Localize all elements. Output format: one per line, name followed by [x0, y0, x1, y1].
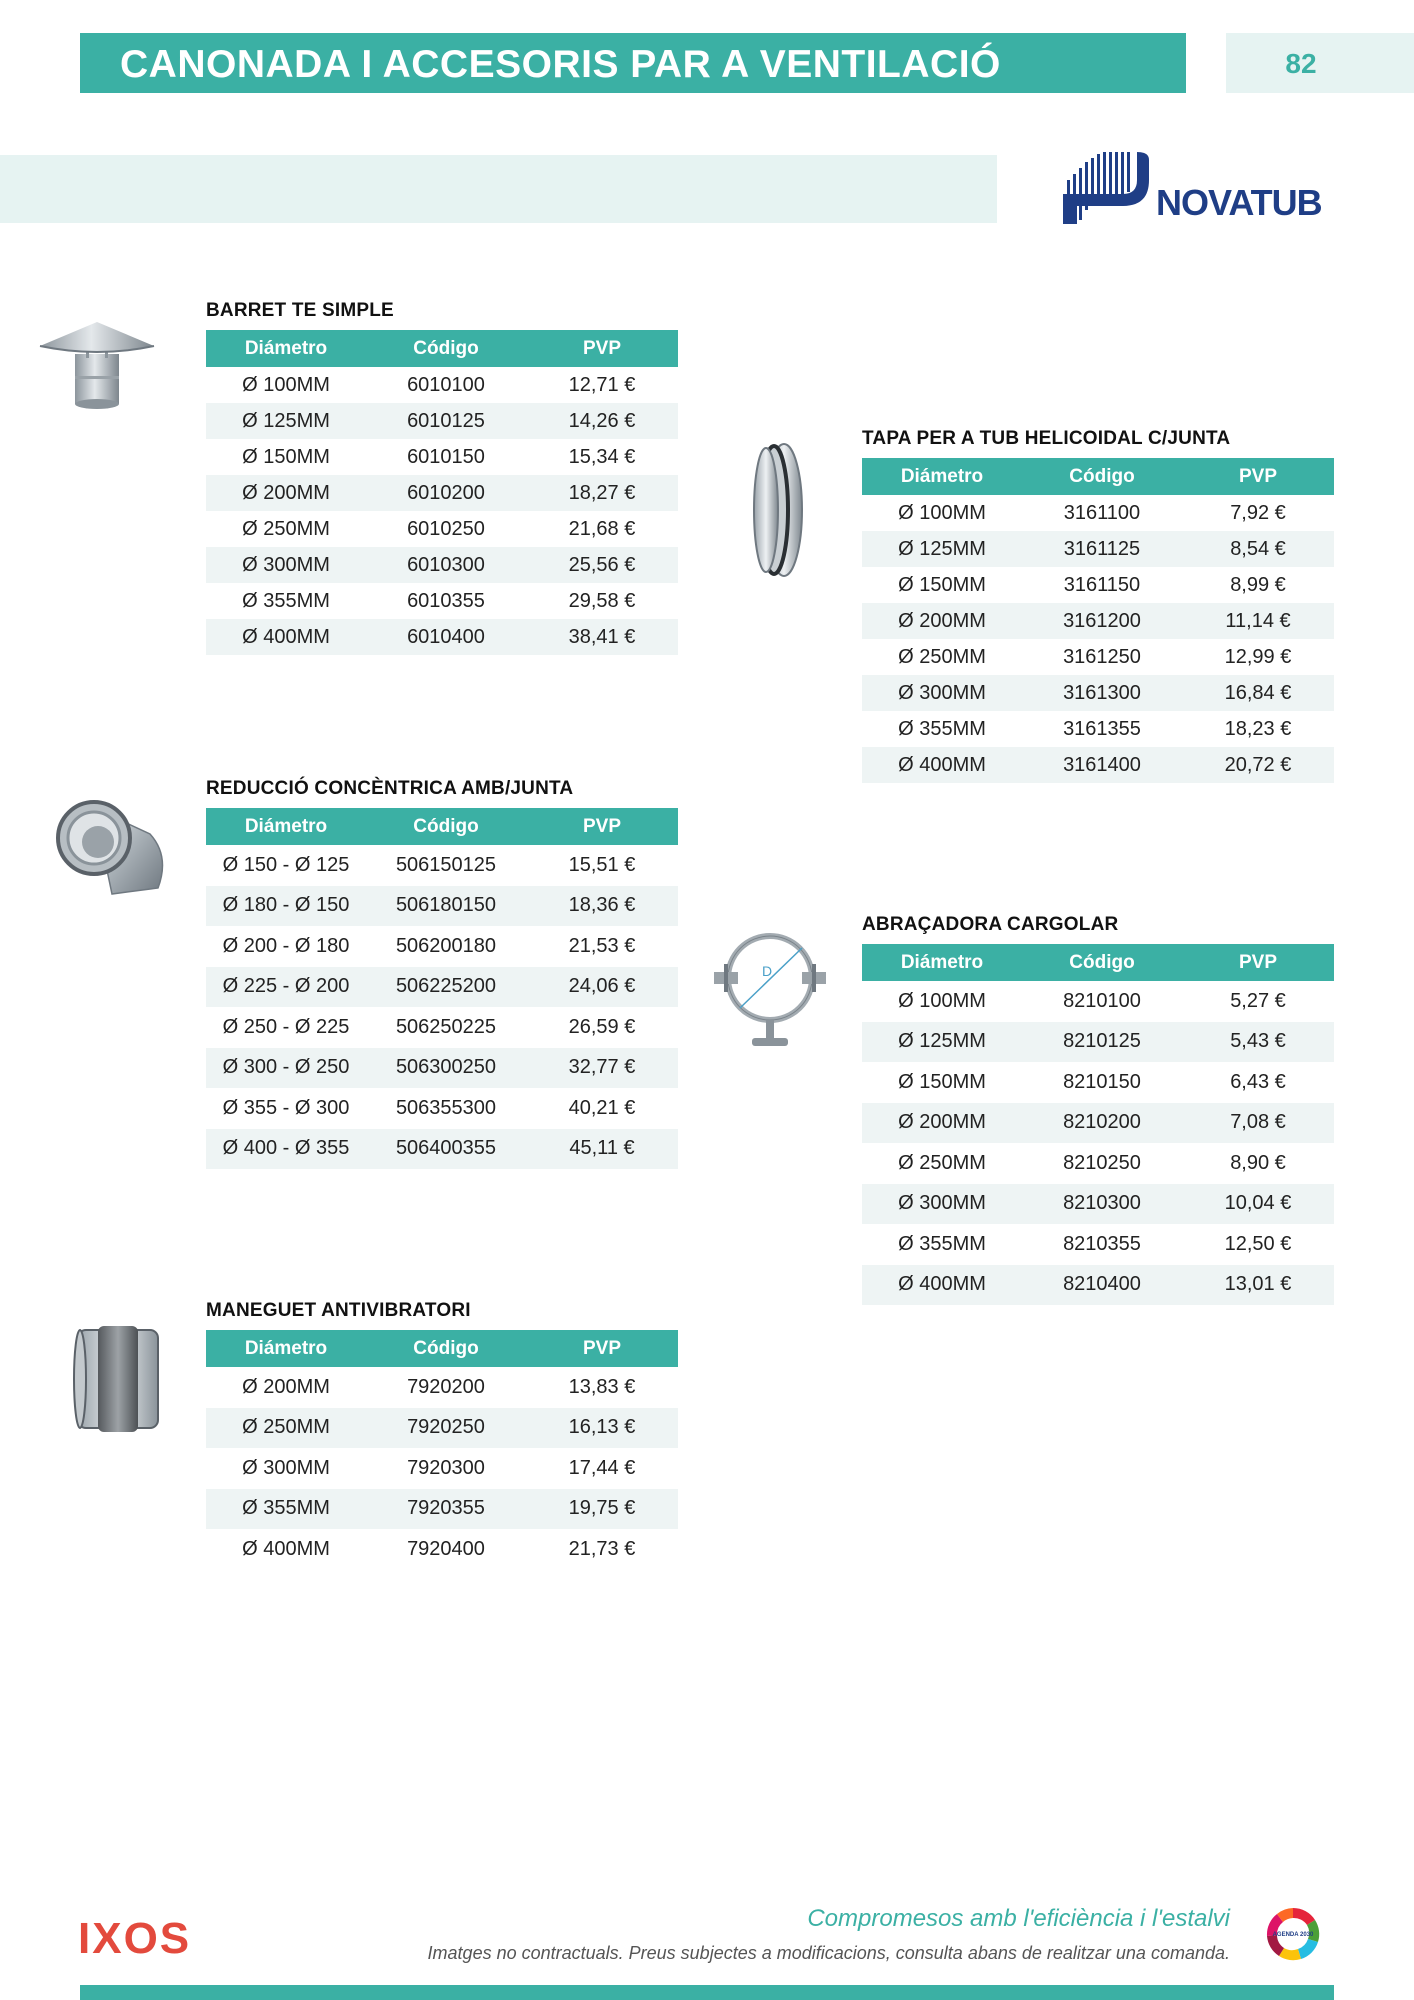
cell-code: 3161250: [1063, 645, 1141, 668]
cell-diameter: Ø 250MM: [242, 517, 330, 540]
cell-price: 25,56 €: [526, 547, 678, 583]
column-header-diameter: Diámetro: [206, 808, 366, 845]
cell-diameter: Ø 200MM: [862, 1103, 1022, 1144]
footer-slogan: Compromesos amb l'eficiència i l'estalvi: [807, 1905, 1230, 1932]
cell-diameter: Ø 355 - Ø 300: [222, 1096, 350, 1119]
table-row: [862, 675, 1334, 711]
agenda-badge-text: AGENDA 2030: [1272, 1932, 1314, 1938]
cell-diameter: Ø 200 - Ø 180: [222, 934, 350, 957]
cell-code: 6010100: [407, 373, 485, 396]
cell-price: 18,27 €: [526, 475, 678, 511]
cell-diameter: Ø 250 - Ø 225: [222, 1015, 350, 1038]
cell-code: 3161100: [1063, 501, 1141, 524]
cell-price: 13,01 €: [1182, 1265, 1334, 1306]
cell-price: 8,90 €: [1230, 1151, 1286, 1174]
cell-diameter: Ø 355MM: [898, 717, 986, 740]
cell-code: 3161125: [1022, 531, 1182, 567]
table-row: [862, 603, 1334, 639]
cell-price: 26,59 €: [568, 1015, 636, 1038]
cell-code: 506300250: [366, 1048, 526, 1089]
cell-code: 506250225: [395, 1015, 497, 1038]
cell-price: 5,27 €: [1230, 989, 1286, 1012]
table-row: [862, 1022, 1334, 1063]
column-header-diameter: Diámetro: [862, 458, 1022, 495]
cell-price: 6,43 €: [1230, 1070, 1286, 1093]
table-header-row: [206, 330, 678, 367]
table-row: [206, 1129, 678, 1170]
section-title-tapa: TAPA PER A TUB HELICOIDAL C/JUNTA: [862, 428, 1231, 449]
cell-price: 7,08 €: [1182, 1103, 1334, 1144]
cell-diameter: Ø 150MM: [242, 445, 330, 468]
clamp-diameter-label: D: [762, 963, 773, 979]
column-header-price: PVP: [526, 808, 678, 845]
cell-diameter: Ø 400MM: [242, 1537, 330, 1560]
table-row: [862, 981, 1334, 1022]
cell-code: 3161400: [1022, 747, 1182, 783]
cell-diameter: Ø 300 - Ø 250: [206, 1048, 366, 1089]
cell-code: 8210300: [1022, 1184, 1182, 1225]
cell-diameter: Ø 200MM: [206, 475, 366, 511]
table-row: [206, 583, 678, 619]
cell-price: 16,84 €: [1182, 675, 1334, 711]
cell-price: 7,92 €: [1230, 501, 1286, 524]
bottom-bar: [80, 1985, 1334, 2000]
cell-price: 38,41 €: [526, 619, 678, 655]
cell-code: 3161200: [1022, 603, 1182, 639]
title-bar: [80, 33, 1186, 93]
cell-price: 12,50 €: [1224, 1232, 1292, 1255]
column-header-price: PVP: [1182, 944, 1334, 981]
cell-diameter: Ø 400MM: [206, 619, 366, 655]
table-row: [206, 1529, 678, 1570]
cell-code: 6010300: [366, 547, 526, 583]
section-title-maneguet: MANEGUET ANTIVIBRATORI: [206, 1300, 471, 1321]
cell-price: 24,06 €: [526, 967, 678, 1008]
cell-diameter: Ø 180 - Ø 150: [206, 886, 366, 927]
cell-code: 7920300: [407, 1456, 485, 1479]
table-row: [206, 1007, 678, 1048]
agenda-2030-badge-icon: [1253, 1905, 1335, 1963]
cell-price: 20,72 €: [1182, 747, 1334, 783]
cell-code: 8210400: [1022, 1265, 1182, 1306]
cell-code: 506180150: [366, 886, 526, 927]
product-table-maneguet: [206, 1330, 678, 1570]
pipe-end-cap-icon: [748, 440, 810, 580]
cell-price: 13,83 €: [568, 1375, 636, 1398]
cell-diameter: Ø 150 - Ø 125: [222, 853, 350, 876]
cell-code: 7920250: [366, 1408, 526, 1449]
cell-diameter: Ø 355MM: [898, 1232, 986, 1255]
concentric-reducer-icon: [54, 794, 174, 904]
cell-diameter: Ø 300MM: [862, 675, 1022, 711]
product-table-reduccio: [206, 808, 678, 1169]
column-header-code: Código: [1022, 458, 1182, 495]
section-title-reduccio: REDUCCIÓ CONCÈNTRICA AMB/JUNTA: [206, 778, 574, 799]
cell-code: 7920355: [366, 1489, 526, 1530]
cell-code: 6010250: [407, 517, 485, 540]
cell-code: 3161300: [1022, 675, 1182, 711]
cell-price: 14,26 €: [526, 403, 678, 439]
table-row: [206, 926, 678, 967]
cell-code: 8210250: [1063, 1151, 1141, 1174]
product-table-barret: [206, 330, 678, 655]
table-row: [862, 1062, 1334, 1103]
cell-code: 7920400: [407, 1537, 485, 1560]
cell-price: 11,14 €: [1182, 603, 1334, 639]
footer-disclaimer: Imatges no contractuals. Preus subjectes a modificacions, consulta abans de realitzar una comanda.: [427, 1943, 1230, 1963]
cell-diameter: Ø 400MM: [862, 747, 1022, 783]
table-header-row: [862, 458, 1334, 495]
table-row: [206, 1367, 678, 1408]
cell-diameter: Ø 300MM: [242, 1456, 330, 1479]
table-row: [862, 531, 1334, 567]
cell-price: 16,13 €: [526, 1408, 678, 1449]
table-row: [862, 1265, 1334, 1306]
cell-price: 32,77 €: [526, 1048, 678, 1089]
cell-price: 21,53 €: [568, 934, 636, 957]
cell-code: 6010400: [366, 619, 526, 655]
cell-diameter: Ø 250MM: [898, 1151, 986, 1174]
table-row: [206, 367, 678, 403]
column-header-code: Código: [366, 808, 526, 845]
table-row: [862, 711, 1334, 747]
page-number-box: [1226, 33, 1414, 93]
cell-price: 5,43 €: [1182, 1022, 1334, 1063]
page-title: CANONADA I ACCESORIS PAR A VENTILACIÓ: [120, 43, 1001, 86]
cell-diameter: Ø 150MM: [898, 573, 986, 596]
cell-diameter: Ø 200MM: [242, 1375, 330, 1398]
rain-cap-icon: [38, 318, 156, 410]
table-row: [862, 1103, 1334, 1144]
table-row: [862, 747, 1334, 783]
column-header-diameter: Diámetro: [206, 330, 366, 367]
table-row: [206, 511, 678, 547]
table-row: [206, 475, 678, 511]
cell-diameter: Ø 125MM: [862, 531, 1022, 567]
cell-price: 12,71 €: [568, 373, 636, 396]
subheader-band: [0, 155, 997, 223]
table-header-row: [862, 944, 1334, 981]
cell-code: 7920200: [407, 1375, 485, 1398]
table-row: [206, 619, 678, 655]
table-row: [206, 547, 678, 583]
table-row: [206, 1489, 678, 1530]
cell-diameter: Ø 400 - Ø 355: [206, 1129, 366, 1170]
cell-diameter: Ø 200MM: [862, 603, 1022, 639]
cell-code: 8210100: [1063, 989, 1141, 1012]
column-header-price: PVP: [1182, 458, 1334, 495]
footer-logo: IXOS: [78, 1914, 192, 1963]
column-header-diameter: Diámetro: [206, 1330, 366, 1367]
cell-code: 6010355: [407, 589, 485, 612]
cell-diameter: Ø 355MM: [242, 589, 330, 612]
cell-code: 506400355: [366, 1129, 526, 1170]
table-row: [206, 439, 678, 475]
table-row: [206, 845, 678, 886]
table-row: [206, 1088, 678, 1129]
column-header-code: Código: [366, 330, 526, 367]
table-row: [862, 1224, 1334, 1265]
cell-code: 506200180: [395, 934, 497, 957]
product-table-tapa: [862, 458, 1334, 783]
table-row: [862, 639, 1334, 675]
page-number: 82: [1285, 48, 1317, 79]
cell-code: 8210355: [1063, 1232, 1141, 1255]
column-header-code: Código: [366, 1330, 526, 1367]
cell-code: 6010125: [366, 403, 526, 439]
cell-diameter: Ø 300MM: [206, 547, 366, 583]
cell-code: 3161150: [1063, 573, 1141, 596]
cell-diameter: Ø 400MM: [862, 1265, 1022, 1306]
table-row: [862, 1184, 1334, 1225]
table-row: [206, 886, 678, 927]
pipe-clamp-icon: [710, 932, 830, 1052]
cell-price: 8,99 €: [1230, 573, 1286, 596]
cell-diameter: Ø 125MM: [862, 1022, 1022, 1063]
table-row: [206, 403, 678, 439]
brand-name: NOVATUB: [1156, 182, 1322, 223]
table-row: [206, 1408, 678, 1449]
cell-diameter: Ø 225 - Ø 200: [206, 967, 366, 1008]
cell-diameter: Ø 300MM: [862, 1184, 1022, 1225]
column-header-price: PVP: [526, 1330, 678, 1367]
cell-price: 40,21 €: [568, 1096, 636, 1119]
table-row: [206, 1048, 678, 1089]
table-row: [206, 967, 678, 1008]
cell-code: 506355300: [395, 1096, 497, 1119]
cell-price: 21,73 €: [568, 1537, 636, 1560]
cell-price: 29,58 €: [568, 589, 636, 612]
cell-code: 506150125: [395, 853, 497, 876]
table-row: [862, 1143, 1334, 1184]
brand-logo: [1063, 150, 1343, 230]
cell-diameter: Ø 250MM: [206, 1408, 366, 1449]
brand-mark-icon: [1063, 150, 1155, 226]
cell-price: 19,75 €: [526, 1489, 678, 1530]
cell-diameter: Ø 150MM: [898, 1070, 986, 1093]
table-header-row: [206, 808, 678, 845]
cell-price: 17,44 €: [568, 1456, 636, 1479]
cell-code: 3161355: [1063, 717, 1141, 740]
cell-code: 506225200: [366, 967, 526, 1008]
section-title-barret: BARRET TE SIMPLE: [206, 300, 394, 321]
cell-price: 8,54 €: [1182, 531, 1334, 567]
cell-diameter: Ø 250MM: [898, 645, 986, 668]
column-header-code: Código: [1022, 944, 1182, 981]
cell-code: 8210150: [1063, 1070, 1141, 1093]
cell-code: 6010200: [366, 475, 526, 511]
product-table-abracadora: [862, 944, 1334, 1305]
table-row: [206, 1448, 678, 1489]
cell-price: 21,68 €: [568, 517, 636, 540]
section-title-abracadora: ABRAÇADORA CARGOLAR: [862, 914, 1119, 935]
cell-price: 15,34 €: [568, 445, 636, 468]
cell-price: 18,36 €: [526, 886, 678, 927]
cell-price: 15,51 €: [568, 853, 636, 876]
cell-diameter: Ø 355MM: [206, 1489, 366, 1530]
anti-vibration-sleeve-icon: [72, 1322, 162, 1434]
cell-diameter: Ø 100MM: [898, 989, 986, 1012]
table-row: [862, 567, 1334, 603]
cell-diameter: Ø 100MM: [898, 501, 986, 524]
cell-diameter: Ø 125MM: [206, 403, 366, 439]
cell-price: 10,04 €: [1182, 1184, 1334, 1225]
cell-code: 6010150: [407, 445, 485, 468]
column-header-price: PVP: [526, 330, 678, 367]
table-header-row: [206, 1330, 678, 1367]
table-row: [862, 495, 1334, 531]
cell-price: 18,23 €: [1224, 717, 1292, 740]
cell-diameter: Ø 100MM: [242, 373, 330, 396]
cell-price: 45,11 €: [526, 1129, 678, 1170]
column-header-diameter: Diámetro: [862, 944, 1022, 981]
cell-code: 8210200: [1022, 1103, 1182, 1144]
cell-code: 8210125: [1022, 1022, 1182, 1063]
cell-price: 12,99 €: [1224, 645, 1292, 668]
